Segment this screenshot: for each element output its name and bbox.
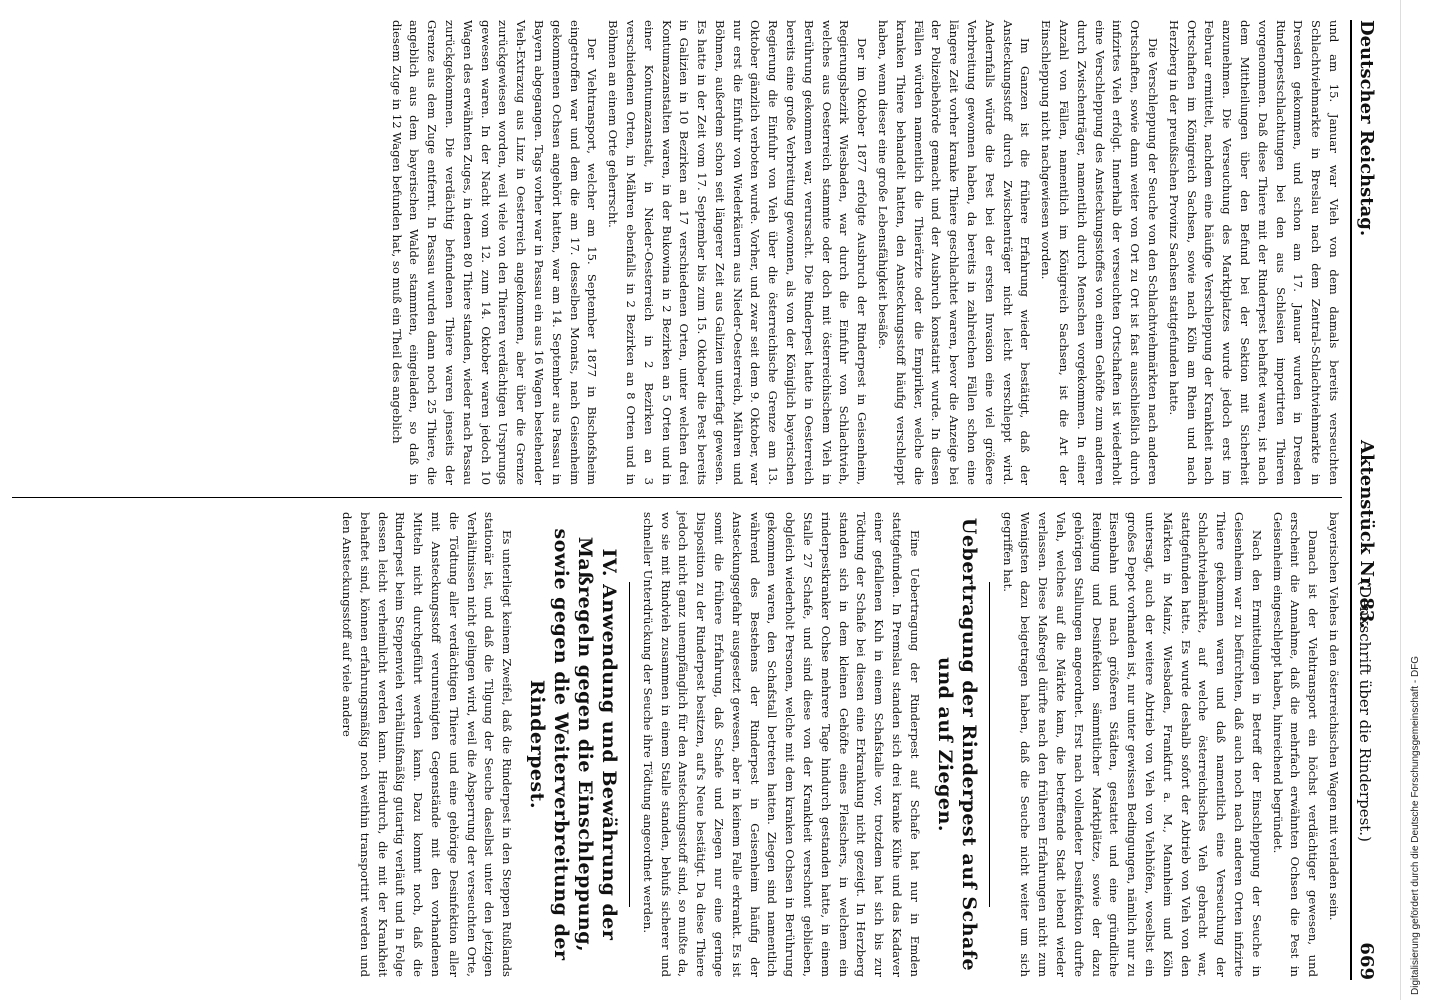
paragraph: Eine Uebertragung der Rinderpest auf Schafe hat nur in Emden stattgefunden. In Premslau standen sich drei kranke Kühe und das Kadaver einer gefallenen Kuh in einem Schafstalle vor, trotzdem hat sich bis zur Tödtung der Schafe bei diesen eine Erkrankung nicht gezeigt. In Herzberg standen sich in dem kleinen Gehöfte eines Fleischers, in welchem ein rinderpestkranker Ochse mehrere Tage hindurch gestanden hatte, in einem Stalle 27 Schafe, und sind diese von der Krankheit verschont geblieben, obgleich wiederholt Personen, welche mit dem kranken Ochsen in Berührung gekommen waren, den Schafstall betreten hatten. Ziegen sind namentlich während des Bestehens der Rinderpest in Geisenheim häufig der Ansteckungsgefahr ausgesetzt gewesen, aber in keinem Falle erkrankt. Es ist somit die frühere Erfahrung, daß Schafe und Ziegen nur eine geringe Disposition zu der Rinderpest besitzen, auf's Neue bestätigt. Da diese Thiere jedoch nicht ganz unempfänglich für den Ansteckungsstoff sind, so mußte da, wo sie mit Rindvieh zusammen in einem Stalle standen, behufs sicherer und schneller Unterdrückung der Seuche ihre Tödtung angeordnet werden. (640, 512, 922, 977)
paragraph: und am 15. Januar war Vieh von dem damals bereits verseuchten Schlachtviehmarkte in Breslau nach dem Zentral-Schlachtviehmarkte in Dresden gekommen, und schon am 17. Januar wurden in Dresden Rinderpestschlachtungen bei den aus Schlesien importirten Thieren vorgenommen. Daß diese Thiere mit der Rinderpest behaftet waren, ist nach dem Mittheilungen über den Befund bei der Sektion mit Sicherheit anzunehmen. Die Verseuchung des Marktplatzes wurde jedoch erst im Februar ermittelt, nachdem eine häufige Verschleppung der Krankheit nach Ortschaften im Königreich Sachsen, sowie nach Köln am Rhein und nach Herzberg in der preußischen Provinz Sachsen stattgefunden hatte. (1166, 20, 1341, 485)
paragraph: Die Verschleppung der Seuche von den Schlachtviehmärkten nach anderen Ortschaften, sowie dann weiter von Ort zu Ort ist fast ausschließlich durch infizirtes Vieh erfolgt. Innerhalb der verseuchten Ortschaften ist wiederholt eine Verschleppung des Ansteckungsstoffes von einem Gehöfte zum anderen durch Zwischenträger, namentlich durch Menschen vorgekommen. In einer Anzahl von Fällen, namentlich im Königreich Sachsen, ist die Art der Einschleppung nicht nachgewiesen worden. (1039, 20, 1161, 485)
section-heading: IV. Anwendung und Bewährung der Maßregeln gegen die Einschleppung, sowie gegen die Weiterverbreitung der Rinderpest. (526, 528, 621, 961)
header-title: Deutscher Reichstag. (1356, 20, 1377, 237)
paragraph: Es unterliegt keinem Zweifel, daß die Rinderpest in den Steppen Rußlands stationär ist, und daß die Tilgung der Seuche daselbst unter den jetzigen Verhältnissen nicht gelingen wird, weil die Absperrung der verseuchten Orte, die Tödtung aller verdächtigen Thiere und eine gehörige Desinfektion aller mit Ansteckungsstoff verunreinigten Gegenstände mit den vorhandenen Mitteln nicht durchgeführt werden kann. Dazu kommt noch, daß die Rinderpest beim Steppenvieh verhältnißmäßig gutartig verläuft und in Folge dessen leicht verheimlicht werden kann. Hierdurch, die mit der Krankheit behaftet sind, können erfahrungsmäßig noch weithin transportirt werden und den Ansteckungsstoff auf viele andere (339, 512, 515, 977)
paragraph: Nach den Ermittelungen in Betreff der Einschleppung der Seuche in Geisenheim war zu befürchten, daß auch noch nach anderen Orten infizirte Thiere gekommen waren und daß namentlich eine Verseuchung der Schlachtviehmärkte, auf welche österreichisches Vieh gebracht war, stattgefunden hatte. Es wurde deshalb sofort der Abtrieb von Vieh von den Märkten in Mainz, Wiesbaden, Frankfurt a. M., Mannheim und Köln untersagt, auch der weitere Abtrieb von Vieh von Viehhöfen, woselbst ein großes Depot vorhanden ist, nur unter gewissen Bedingungen, nämlich nur zu Eisenbahn und nach größeren Städten, gestattet und eine gründliche Reinigung und Desinfektion sämmtlicher Marktplätze, sowie der dazu gehörigen Stallungen angeordnet. Erst nach vollendeter Desinfektion durfte Vieh, welches auf die Märkte kam, die betreffende Stadt lebend wieder verlassen. Diese Maßregel dürfte nach den früheren Erfahrungen nicht zum Wenigsten dazu beigetragen haben, daß die Seuche nicht weiter um sich gegriffen hat. (1000, 512, 1264, 977)
page-header (1350, 20, 1390, 980)
paragraph: bayerischen Viehes in den österreichischen Wagen mit verladen sein. (1327, 512, 1341, 921)
section-separator (629, 582, 630, 908)
left-column (384, 20, 1342, 485)
section-separator (989, 582, 990, 908)
column-divider (12, 497, 1342, 498)
digitization-credit: Digitalisierung gefördert durch die Deutsche Forschungsgemeinschaft - DFG (1410, 655, 1421, 995)
page-number: 669 (1356, 942, 1377, 980)
paragraph: Danach ist der Viehtransport ein höchst verdächtiger gewesen, und erscheint die Annahme, daß die mehrfach erwähnten Ochsen die Pest in Geisenheim eingeschleppt haben, hinreichend begründet. (1270, 512, 1321, 977)
paragraph: Der im Oktober 1877 erfolgte Ausbruch der Rinderpest in Geisenheim, Regierungsbezirk Wiesbaden, war durch die Einfuhr von Schlachtvieh, welches aus Oesterreich stammte oder doch mit österreichischem Vieh in Berührung gekommen war, verursacht. Die Rinderpest hatte in Oesterreich bereits eine große Verbreitung gewonnen, als von der Königlich bayerischen Regierung die Einfuhr von Vieh über die österreichische Grenze am 13. Oktober gänzlich verboten wurde. Vorher, und zwar seit dem 9. Oktober, war nur erst die Einfuhr von Wiederkäuern aus Nieder-Oesterreich, Mähren und Böhmen, außerdem schon seit längerer Zeit aus Galizien unterfagt gewesen. Es hatte in der Zeit vom 17. September bis zum 15. Oktober die Pest bereits in Galizien in 10 Bezirken an 17 verschiedenen Orten, unter welchen drei Kontumazanstalten waren, in der Bukowina in 2 Bezirken an 5 Orten und in einer Kontumazanstalt, in Nieder-Oesterreich in 2 Bezirken an 3 verschiedenen Orten, in Mähren ebenfalls in 2 Bezirken an 8 Orten und in Böhmen an einem Orte geherrscht. (606, 20, 870, 485)
header-document-number: Aktenstück Nr. 83. (1356, 440, 1377, 629)
header-subtitle: (Denkschrift über die Rinderpest.) (1356, 580, 1374, 842)
right-column (334, 512, 1342, 977)
paragraph: Im Ganzen ist die frühere Erfahrung wieder bestätigt, daß der Ansteckungsstoff durch Zwischenträger nicht leicht verschleppt wird. Andernfalls würde die Pest bei der ersten Invasion eine viel größere Verbreitung gewonnen haben, da bereits in zahlreichen Fällen schon eine längere Zeit vorher kranke Thiere geschlachtet waren, bevor die Anzeige bei der Polizeibehörde gemacht und der Ausbruch konstatirt wurde. In diesen Fällen würden namentlich die Thierärzte oder die Empiriker, welche die kranken Thiere behandelt hatten, den Ansteckungsstoff häufig verschleppt haben, wenn dieser eine große Lebensfähigkeit besäße. (876, 20, 1033, 485)
paragraph: Der Viehtransport, welcher am 15. September 1877 in Bischofsheim eingetroffen war und dem die am 17. desselben Monats, nach Geisenheim gekommenen Ochsen angehört hatten, war am 14. September aus Passau in Bayern abgegangen. Tags vorher war in Passau ein aus 16 Wagen bestehender Vieh-Extrazug aus Linz in Oesterreich angekommen, aber über die Grenze zurückgewiesen worden, weil viele von den Thieren verdächtigen Ursprungs gewesen waren. In der Nacht vom 12. zum 14. Oktober waren jedoch 10 Wagen des erwähnten Zuges, in denen 80 Thiere standen, wieder nach Passau zurückgekommen. Die verdächtig befundenen Thiere waren jenseits der Grenze aus dem Zuge entfernt. In Passau wurden dann noch 25 Thiere, die angeblich aus dem bayerischen Walde stammten, eingeladen, so daß in diesem Zuge in 12 Wagen befunden hat, so muß ein Theil des angeblich (389, 20, 600, 485)
section-heading: Uebertragung der Rinderpest auf Schafe und auf Ziegen. (933, 517, 980, 972)
